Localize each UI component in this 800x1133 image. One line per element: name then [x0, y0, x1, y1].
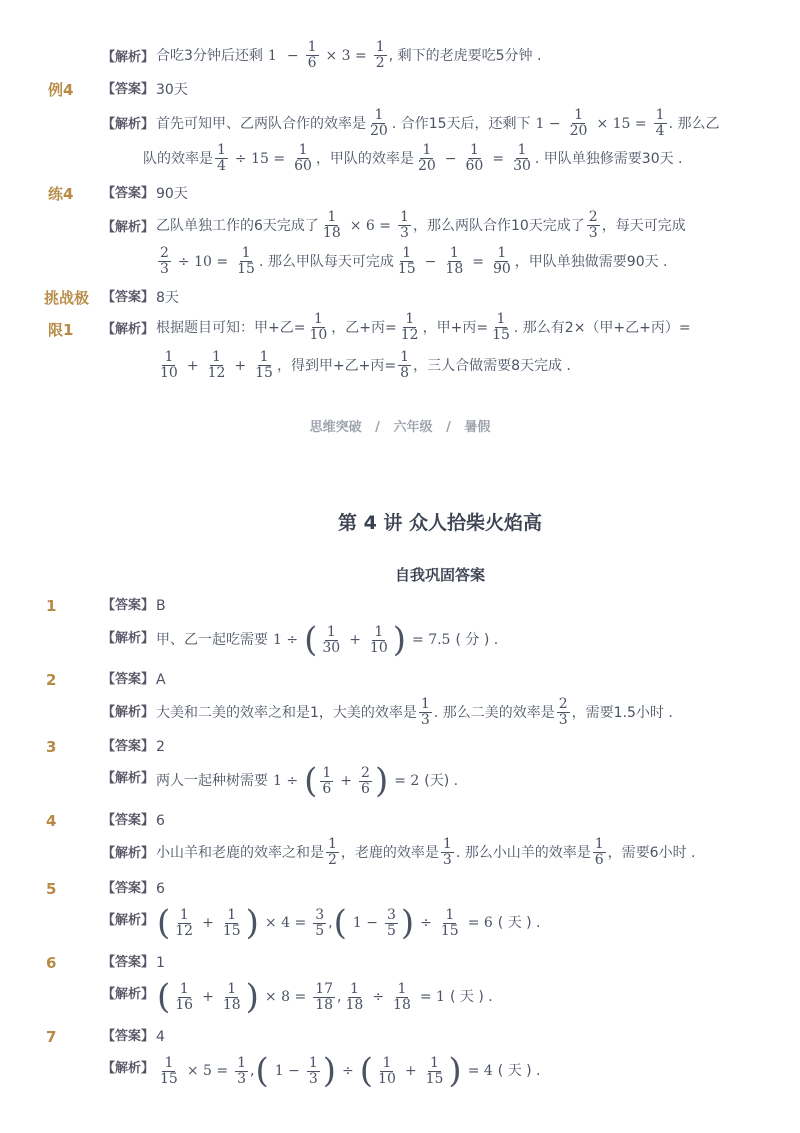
- math: +: [202, 915, 214, 931]
- text: . 那么有2×（甲+乙+丙）=: [513, 319, 691, 336]
- footer-sep: /: [446, 420, 451, 435]
- math: ,: [328, 915, 333, 931]
- fraction: [368, 625, 390, 656]
- answer-value: A: [156, 672, 166, 688]
- denominator: 15: [160, 1070, 178, 1087]
- answer-value: 1: [156, 955, 165, 971]
- denominator: 30: [322, 639, 341, 656]
- fraction: [587, 210, 600, 241]
- fraction: [307, 312, 329, 343]
- math: ÷ 15 =: [234, 150, 286, 167]
- denominator: 3: [420, 712, 430, 728]
- denominator: 6: [594, 852, 604, 868]
- denominator: 15: [222, 922, 241, 939]
- denominator: 60: [294, 158, 312, 174]
- paren: (: [304, 620, 318, 660]
- denominator: 8: [400, 365, 410, 381]
- math: −: [424, 253, 437, 270]
- fraction: [376, 1056, 398, 1087]
- denominator: 4: [655, 123, 665, 139]
- numerator: 3: [386, 906, 396, 923]
- answer-value: 30天: [156, 82, 188, 98]
- math: ÷: [420, 915, 432, 931]
- denominator: 15: [440, 922, 459, 939]
- fraction: [215, 143, 228, 174]
- math: +: [186, 357, 199, 374]
- analysis-text: [156, 620, 498, 660]
- fraction: [557, 697, 570, 728]
- fraction: [158, 350, 180, 381]
- footer-grade: 六年级: [393, 420, 433, 435]
- analysis-text: [156, 1051, 541, 1091]
- numerator: 1: [164, 1054, 174, 1071]
- denominator: 60: [465, 158, 484, 174]
- fraction: [391, 982, 413, 1013]
- numerator: 1: [594, 836, 604, 852]
- numerator: 1: [227, 980, 237, 997]
- math: −: [444, 150, 457, 167]
- numerator: 1: [375, 39, 385, 55]
- question-number: 6: [46, 954, 57, 972]
- analysis-text: [156, 903, 541, 943]
- fraction: [158, 246, 171, 277]
- numerator: 1: [259, 349, 269, 365]
- footer-sep: /: [375, 420, 380, 435]
- question-number: 5: [46, 880, 57, 898]
- fraction: [399, 312, 421, 343]
- fraction: [568, 108, 590, 139]
- denominator: 16: [175, 996, 194, 1013]
- text: 大美和二美的效率之和是1，大美的效率是: [156, 704, 417, 721]
- answer-value: 6: [156, 813, 165, 829]
- denominator: 10: [369, 639, 388, 656]
- math: +: [202, 989, 214, 1005]
- numerator: 1: [496, 311, 506, 327]
- text: ( 天 ) .: [497, 1063, 541, 1079]
- analysis-tag: 【解析】: [102, 771, 155, 786]
- math: × 4 =: [264, 915, 307, 931]
- numerator: 1: [212, 349, 221, 365]
- answer-value: 2: [156, 739, 165, 755]
- numerator: 1: [179, 980, 189, 997]
- denominator: 10: [309, 327, 328, 343]
- analysis-tag: 【解析】: [102, 50, 155, 65]
- paren: ): [245, 977, 259, 1017]
- math: ,: [337, 989, 342, 1005]
- math: = 1: [419, 989, 445, 1005]
- math: × 15 =: [596, 115, 647, 132]
- analysis-tag: 【解析】: [102, 705, 155, 720]
- fraction: [443, 246, 465, 277]
- answer-value: 8天: [156, 290, 179, 306]
- numerator: 1: [497, 245, 507, 261]
- math: 1 −: [274, 1063, 300, 1079]
- math: ÷: [372, 989, 385, 1005]
- question-number: 4: [46, 812, 57, 830]
- denominator: 18: [393, 996, 411, 1013]
- math: −: [286, 47, 299, 64]
- numerator: 1: [382, 1054, 392, 1071]
- math: = 2: [394, 773, 420, 789]
- paren: ): [374, 761, 389, 801]
- question-number: 2: [46, 671, 57, 689]
- fraction: [343, 982, 365, 1013]
- numerator: 1: [442, 836, 452, 852]
- math: × 6 =: [349, 217, 392, 234]
- analysis-text: [156, 210, 686, 241]
- text: ，需要6小时 .: [607, 844, 696, 861]
- numerator: 2: [588, 209, 598, 225]
- paren: (: [304, 761, 318, 801]
- answer-value: 6: [156, 881, 165, 897]
- math: 1: [267, 47, 277, 64]
- analysis-text: [156, 977, 493, 1017]
- answer-value: 90天: [156, 186, 188, 202]
- fraction: [491, 246, 513, 277]
- numerator: 1: [469, 142, 479, 158]
- section-label: 挑战极: [44, 289, 90, 307]
- text: , 剩下的老虎要吃5分钟 .: [388, 47, 542, 64]
- section-label: 限1: [48, 321, 74, 339]
- page-footer: [0, 416, 800, 435]
- fraction: [235, 246, 257, 277]
- analysis-tag: 【解析】: [102, 322, 155, 337]
- numerator: 1: [326, 623, 336, 640]
- denominator: 90: [492, 261, 511, 277]
- numerator: 2: [558, 696, 568, 712]
- text: 合吃3分钟后还剩: [156, 47, 263, 64]
- denominator: 30: [513, 158, 531, 174]
- page-title: 第 4 讲 众人拾柴火焰高: [337, 512, 543, 534]
- text: ，需要1.5小时 .: [571, 704, 673, 721]
- numerator: 1: [298, 142, 308, 158]
- denominator: 20: [417, 158, 436, 174]
- denominator: 4: [217, 158, 226, 174]
- numerator: 1: [313, 311, 323, 327]
- numerator: 1: [449, 245, 459, 261]
- numerator: 1: [517, 142, 527, 158]
- numerator: 1: [574, 107, 584, 123]
- text: ( 天 ) .: [449, 989, 493, 1005]
- fraction: [173, 908, 195, 939]
- denominator: 3: [400, 225, 409, 241]
- answer-tag: 【答案】: [102, 739, 155, 754]
- denominator: 20: [569, 123, 588, 139]
- analysis-text: [156, 108, 719, 139]
- fraction: [313, 982, 335, 1013]
- numerator: 1: [422, 142, 432, 158]
- denominator: 12: [400, 327, 419, 343]
- text: . 那么二美的效率是: [433, 704, 555, 721]
- fraction: [173, 982, 195, 1013]
- math: +: [349, 632, 361, 648]
- text: (天) .: [424, 773, 459, 789]
- numerator: 1: [400, 209, 409, 225]
- denominator: 18: [345, 996, 364, 1013]
- fraction: [424, 1056, 446, 1087]
- denominator: 15: [492, 327, 510, 343]
- fraction: [374, 40, 387, 71]
- text: ，甲+丙=: [422, 319, 489, 336]
- fraction: [307, 1056, 320, 1087]
- denominator: 18: [315, 996, 334, 1013]
- paren: ): [245, 903, 259, 943]
- denominator: 12: [175, 922, 194, 939]
- math: ,: [250, 1063, 255, 1079]
- fraction: [593, 837, 606, 868]
- math: ÷: [342, 1063, 354, 1079]
- footer-term: 暑假: [464, 420, 491, 435]
- denominator: 3: [160, 261, 169, 277]
- numerator: 1: [374, 107, 384, 123]
- analysis-tag: 【解析】: [102, 117, 155, 132]
- numerator: 17: [315, 980, 334, 997]
- paren: (: [333, 903, 347, 943]
- text: 根据题目可知：甲+乙=: [156, 319, 306, 336]
- analysis-tag: 【解析】: [102, 1061, 155, 1076]
- text: ，三人合做需要8天完成 .: [413, 357, 571, 374]
- math: = 7.5: [412, 632, 451, 648]
- numerator: 1: [164, 349, 174, 365]
- analysis-tag: 【解析】: [102, 987, 155, 1002]
- math: +: [234, 357, 247, 374]
- text: ( 分 ) .: [455, 632, 499, 648]
- numerator: 2: [160, 245, 169, 261]
- denominator: 3: [237, 1070, 247, 1087]
- denominator: 3: [308, 1070, 318, 1087]
- fraction: [490, 312, 512, 343]
- text: 小山羊和老鹿的效率之和是: [156, 844, 324, 861]
- text: 首先可知甲、乙两队合作的效率是: [156, 115, 366, 132]
- denominator: 10: [160, 365, 178, 381]
- answer-tag: 【答案】: [102, 598, 155, 613]
- numerator: 1: [420, 696, 430, 712]
- denominator: 3: [442, 852, 452, 868]
- numerator: 1: [445, 906, 455, 923]
- denominator: 10: [378, 1070, 396, 1087]
- fraction: [439, 908, 461, 939]
- numerator: 1: [217, 142, 226, 158]
- denominator: 15: [255, 365, 273, 381]
- denominator: 3: [588, 225, 598, 241]
- fraction: [385, 908, 398, 939]
- answer-tag: 【答案】: [102, 813, 155, 828]
- numerator: 1: [400, 349, 410, 365]
- fraction: [221, 982, 243, 1013]
- fraction: [396, 246, 418, 277]
- text: 队的效率是: [143, 150, 213, 167]
- fraction: [398, 210, 411, 241]
- analysis-tag: 【解析】: [102, 631, 155, 646]
- section-label: 例4: [48, 81, 74, 99]
- text: ，甲队单独做需要90天 .: [514, 253, 668, 270]
- denominator: 20: [370, 123, 388, 139]
- numerator: 1: [402, 245, 412, 261]
- analysis-text: [143, 143, 683, 174]
- text: ，每天可完成: [601, 217, 686, 234]
- math: =: [472, 253, 484, 270]
- numerator: 1: [397, 980, 407, 997]
- fraction: [158, 1056, 180, 1087]
- paren: (: [157, 903, 171, 943]
- paren: (: [255, 1051, 269, 1091]
- math: 1 ÷: [273, 773, 299, 789]
- numerator: 1: [237, 1054, 247, 1071]
- footer-book: 思维突破: [309, 420, 362, 435]
- denominator: 18: [322, 225, 341, 241]
- fraction: [326, 837, 339, 868]
- answer-tag: 【答案】: [102, 82, 155, 97]
- denominator: 6: [361, 780, 370, 797]
- analysis-text: [156, 246, 668, 277]
- denominator: 15: [397, 261, 416, 277]
- denominator: 15: [425, 1070, 444, 1087]
- fraction: [253, 350, 275, 381]
- analysis-text: [156, 312, 691, 343]
- fraction: [654, 108, 667, 139]
- numerator: 3: [315, 906, 325, 923]
- fraction: [368, 108, 390, 139]
- math: × 5 =: [186, 1063, 229, 1079]
- numerator: 1: [327, 209, 337, 225]
- fraction: [206, 350, 228, 381]
- text: ，那么两队合作10天完成了: [412, 217, 585, 234]
- fraction: [221, 908, 243, 939]
- math: ÷ 10 =: [177, 253, 229, 270]
- paren: ): [448, 1051, 462, 1091]
- math: = 4: [467, 1063, 493, 1079]
- denominator: 6: [322, 780, 332, 797]
- text: . 合作15天后，还剩下: [391, 115, 531, 132]
- text: . 那么小山羊的效率是: [455, 844, 591, 861]
- denominator: 2: [375, 55, 385, 71]
- text: ，得到甲+乙+丙=: [276, 357, 397, 374]
- denominator: 18: [222, 996, 241, 1013]
- math: × 8 =: [264, 989, 307, 1005]
- analysis-tag: 【解析】: [102, 846, 155, 861]
- denominator: 2: [328, 852, 337, 868]
- numerator: 1: [308, 1054, 318, 1071]
- fraction: [464, 143, 486, 174]
- numerator: 1: [430, 1054, 439, 1071]
- text: . 甲队单独修需要30天 .: [534, 150, 683, 167]
- text: 两人一起种树需要: [156, 773, 268, 789]
- question-number: 1: [46, 597, 57, 615]
- text: 乙队单独工作的6天完成了: [156, 217, 319, 234]
- analysis-tag: 【解析】: [102, 913, 155, 928]
- paren: (: [359, 1051, 374, 1091]
- text: . 那么甲队每天可完成: [258, 253, 394, 270]
- math: 1 −: [352, 915, 378, 931]
- fraction: [235, 1056, 248, 1087]
- denominator: 5: [386, 922, 396, 939]
- analysis-text: [156, 697, 673, 728]
- text: ，老鹿的效率是: [340, 844, 439, 861]
- question-number: 3: [46, 738, 57, 756]
- fraction: [292, 143, 314, 174]
- text: . 那么乙: [668, 115, 720, 132]
- answer-value: B: [156, 598, 166, 614]
- fraction: [419, 697, 432, 728]
- answer-tag: 【答案】: [102, 672, 155, 687]
- fraction: [441, 837, 454, 868]
- numerator: 1: [241, 245, 251, 261]
- numerator: 1: [179, 906, 189, 923]
- answer-tag: 【答案】: [102, 881, 155, 896]
- math: +: [340, 773, 353, 789]
- fraction: [320, 766, 333, 797]
- math: =: [492, 150, 505, 167]
- numerator: 1: [374, 623, 384, 640]
- fraction: [321, 210, 343, 241]
- denominator: 12: [207, 365, 226, 381]
- numerator: 1: [322, 764, 332, 781]
- numerator: 2: [361, 764, 370, 781]
- text: ，乙+丙=: [331, 319, 397, 336]
- answer-tag: 【答案】: [102, 186, 155, 201]
- fraction: [306, 40, 319, 71]
- fraction: [313, 908, 326, 939]
- analysis-text: [156, 837, 695, 868]
- numerator: 1: [328, 836, 337, 852]
- paren: (: [157, 977, 171, 1017]
- answer-tag: 【答案】: [102, 955, 155, 970]
- question-number: 7: [46, 1028, 57, 1046]
- math: 1 ÷: [273, 632, 299, 648]
- math: = 6: [467, 915, 493, 931]
- analysis-tag: 【解析】: [102, 220, 155, 235]
- section-label: 练4: [48, 185, 74, 203]
- section-subtitle: 自我巩固答案: [394, 566, 485, 584]
- text: ，甲队的效率是: [315, 150, 414, 167]
- numerator: 1: [307, 39, 317, 55]
- text: 甲、乙一起吃需要: [156, 632, 268, 648]
- denominator: 15: [237, 261, 255, 277]
- paren: ): [392, 620, 407, 660]
- numerator: 1: [405, 311, 415, 327]
- paren: ): [400, 903, 415, 943]
- analysis-text: [156, 350, 571, 381]
- answer-value: 4: [156, 1029, 165, 1045]
- answer-tag: 【答案】: [102, 1029, 155, 1044]
- denominator: 18: [445, 261, 464, 277]
- math: × 3 =: [325, 47, 367, 64]
- answer-tag: 【答案】: [102, 290, 155, 305]
- math: 1 −: [535, 115, 561, 132]
- fraction: [320, 625, 342, 656]
- numerator: 1: [227, 906, 237, 923]
- fraction: [416, 143, 438, 174]
- denominator: 5: [315, 922, 325, 939]
- numerator: 1: [349, 980, 359, 997]
- fraction: [359, 766, 372, 797]
- paren: ): [322, 1051, 337, 1091]
- numerator: 1: [655, 107, 665, 123]
- fraction: [511, 143, 533, 174]
- analysis-text: [156, 761, 458, 801]
- text: ( 天 ) .: [497, 915, 541, 931]
- analysis-text: [156, 40, 541, 71]
- math: +: [404, 1063, 417, 1079]
- denominator: 6: [307, 55, 317, 71]
- denominator: 3: [558, 712, 568, 728]
- fraction: [398, 350, 411, 381]
